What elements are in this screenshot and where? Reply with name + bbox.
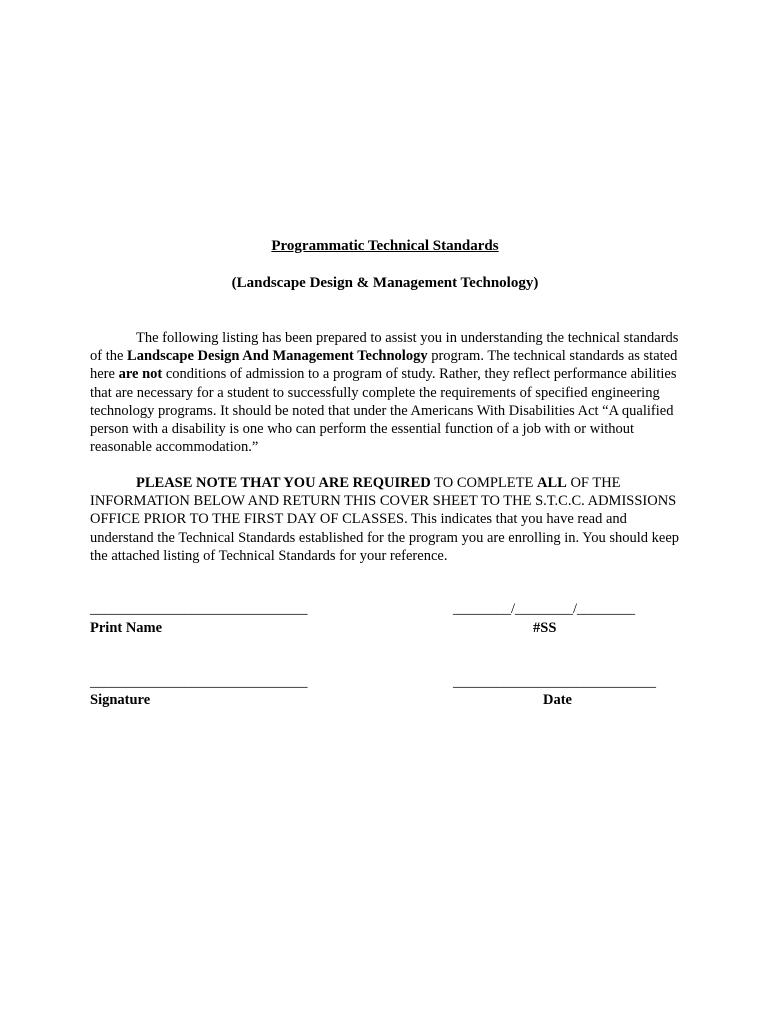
- notice-required: PLEASE NOTE THAT YOU ARE REQUIRED: [136, 475, 431, 491]
- intro-paragraph: [90, 329, 680, 456]
- intro-text-2: program. The technical standards as stated here: [90, 348, 678, 383]
- intro-text-3: conditions of admission to a program of study. Rather, they reflect performance abilities that are necessary for a student to successfully complete the requirements of specified engineering technology programs. It should be noted that under the Americans With Disabilities Act “A qualified person with a disability is one who can perform the essential function of a job with or without reasonable accommodation.”: [90, 366, 677, 456]
- intro-text-1: The following listing has been prepared to assist you in understanding the technical standards of the: [90, 330, 679, 365]
- are-not-emphasis: are not: [118, 366, 163, 383]
- date-label: Date: [543, 692, 572, 708]
- ss-number-line[interactable]: ________/________/________: [453, 601, 636, 617]
- notice-paragraph: [90, 474, 680, 565]
- notice-text-2: OF THE INFORMATION BELOW AND RETURN THIS COVER SHEET TO THE S.T.C.C. ADMISSIONS OFFICE PRIOR TO THE FIRST DAY OF CLASSES. This indicates that you have read and understand the Technical Standards established for the program you are enrolling in. You should keep the attached listing of Technical Standards for your reference.: [90, 475, 680, 564]
- notice-all: ALL: [536, 475, 567, 491]
- document-subtitle: (Landscape Design & Management Technology): [231, 275, 539, 291]
- ss-number-label: #SS: [533, 620, 557, 636]
- program-name: Landscape Design And Management Technology: [127, 348, 428, 365]
- signature-line[interactable]: ______________________________: [90, 674, 308, 690]
- document-title: Programmatic Technical Standards: [271, 238, 499, 254]
- print-name-line[interactable]: ______________________________: [90, 601, 308, 617]
- print-name-label: Print Name: [90, 620, 163, 636]
- date-line[interactable]: ____________________________: [453, 674, 656, 690]
- signature-label: Signature: [90, 692, 151, 708]
- notice-text-1: TO COMPLETE: [430, 475, 537, 491]
